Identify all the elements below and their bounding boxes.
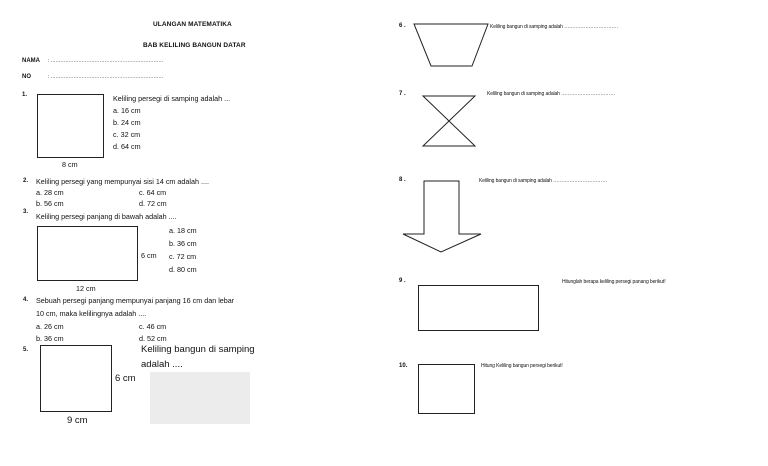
no-label: NO <box>22 74 31 80</box>
q1-number: 1. <box>22 92 28 98</box>
q4-question-line2: 10 cm, maka kelilingnya adalah .... <box>36 309 147 318</box>
q6-question: Keliling bangun di samping adalah …………………………… <box>490 24 619 30</box>
q2-option-d: d. 72 cm <box>139 199 167 208</box>
name-field[interactable]: : …………………………………………………………… <box>48 58 164 64</box>
q9-number: 9 . <box>399 278 406 284</box>
page-subtitle: BAB KELILING BANGUN DATAR <box>143 42 246 49</box>
q4-option-d: d. 52 cm <box>139 334 167 343</box>
q1-option-d: d. 64 cm <box>113 142 141 151</box>
q4-option-b: b. 36 cm <box>36 334 64 343</box>
q5-number: 5. <box>23 347 29 353</box>
q3-width-label: 12 cm <box>76 284 96 293</box>
name-label: NAMA <box>22 58 40 64</box>
q3-option-b: b. 36 cm <box>169 239 197 248</box>
q3-number: 3. <box>23 209 29 215</box>
q5-width-label: 9 cm <box>67 415 88 426</box>
q2-number: 2. <box>23 178 29 184</box>
q7-hourglass-shape <box>420 94 480 150</box>
q2-option-c: c. 64 cm <box>139 188 167 197</box>
q1-option-a: a. 16 cm <box>113 106 141 115</box>
q2-option-a: a. 28 cm <box>36 188 64 197</box>
q10-question: Hitung Keliling bangun persegi berikut! <box>481 363 563 369</box>
q8-arrow-shape <box>401 180 485 254</box>
q5-rectangle-shape <box>40 345 112 412</box>
q2-option-b: b. 56 cm <box>36 199 64 208</box>
q1-square-shape <box>37 94 104 158</box>
q4-option-c: c. 46 cm <box>139 322 167 331</box>
q8-number: 8 . <box>399 177 406 183</box>
q10-square-shape <box>418 364 475 414</box>
q5-question-line1: Keliling bangun di samping <box>141 344 255 355</box>
q3-height-label: 6 cm <box>141 251 157 260</box>
q9-rectangle-shape <box>418 285 539 331</box>
q6-number: 6 . <box>399 23 406 29</box>
q7-question: Keliling bangun di samping adalah …………………………… <box>487 91 616 97</box>
q10-number: 10. <box>399 363 408 369</box>
q3-option-c: c. 72 cm <box>169 252 197 261</box>
page-title: ULANGAN MATEMATIKA <box>153 21 232 28</box>
q1-dimension-label: 8 cm <box>62 160 78 169</box>
q1-option-b: b. 24 cm <box>113 118 141 127</box>
q5-question-line2: adalah .... <box>141 359 183 370</box>
q3-question: Keliling persegi panjang di bawah adalah .... <box>36 212 177 221</box>
q8-question: Keliling bangun di samping adalah …………………………… <box>479 178 608 184</box>
q3-rectangle-shape <box>37 226 138 281</box>
q7-number: 7 . <box>399 91 406 97</box>
q9-question: Hitunglah berapa keliling persegi panang berikut! <box>562 279 666 285</box>
q1-option-c: c. 32 cm <box>113 130 141 139</box>
q4-option-a: a. 26 cm <box>36 322 64 331</box>
q3-option-d: d. 80 cm <box>169 265 197 274</box>
q3-option-a: a. 18 cm <box>169 226 197 235</box>
q2-question: Keliling persegi yang mempunyai sisi 14 cm adalah .... <box>36 177 209 186</box>
no-field[interactable]: : …………………………………………………………… <box>48 74 164 80</box>
q1-question: Keliling persegi di samping adalah ... <box>113 94 231 103</box>
q5-height-label: 6 cm <box>115 373 136 384</box>
q4-number: 4. <box>23 297 29 303</box>
q4-question-line1: Sebuah persegi panjang mempunyai panjang 16 cm dan lebar <box>36 296 235 305</box>
q5-scan-shading <box>150 372 250 424</box>
q6-trapezoid-shape <box>412 22 492 68</box>
